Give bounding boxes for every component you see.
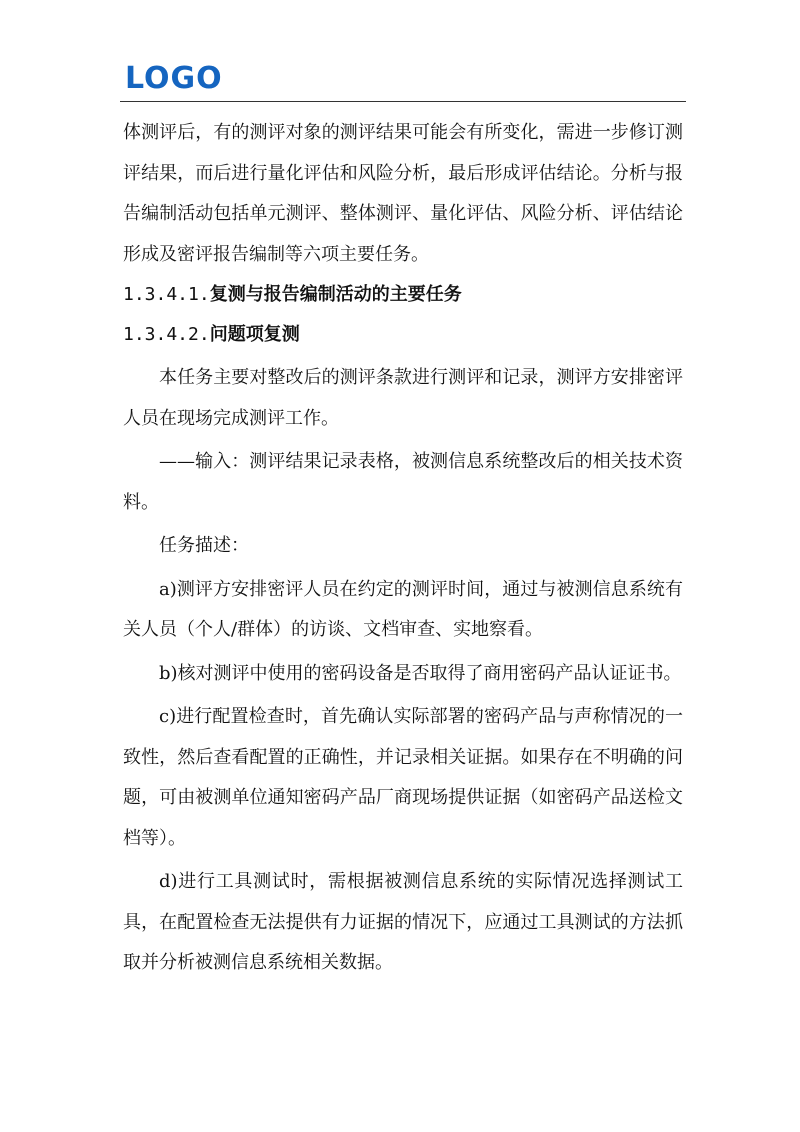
task-description-label: 任务描述： bbox=[159, 535, 249, 556]
intro-paragraph: 体测评后，有的测评对象的测评结果可能会有所变化，需进一步修订测评结果，而后进行量化评估和风险分析，最后形成评估结论。分析与报告编制活动包括单元测评、整体测评、量化评估、风险分析、评估结论形成及密评报告编制等六项主要任务。 bbox=[123, 122, 683, 265]
section-heading-1-3-4-1 bbox=[123, 275, 683, 315]
list-item-d: d)进行工具测试时，需根据被测信息系统的实际情况选择测试工具，在配置检查无法提供有力证据的情况下，应通过工具测试的方法抓取并分析被测信息系统相关数据。 bbox=[123, 871, 683, 973]
list-item-c: c)进行配置检查时，首先确认实际部署的密码产品与声称情况的一致性，然后查看配置的正确性，并记录相关证据。如果存在不明确的问题，可由被测单位通知密码产品厂商现场提供证据（如密码产品送检文档等）。 bbox=[123, 706, 683, 849]
section-title: 复测与报告编制活动的主要任务 bbox=[209, 284, 462, 305]
logo: LOGO bbox=[125, 61, 223, 96]
task-paragraph: 本任务主要对整改后的测评条款进行测评和记录，测评方安排密评人员在现场完成测评工作。 bbox=[123, 367, 683, 429]
section-heading-1-3-4-2 bbox=[123, 315, 683, 355]
list-item-b: b)核对测评中使用的密码设备是否取得了商用密码产品认证证书。 bbox=[159, 662, 682, 684]
section-number: 1.3.4.1. bbox=[123, 284, 210, 305]
list-item-a: a)测评方安排密评人员在约定的测评时间，通过与被测信息系统有关人员（个人/群体）的访谈、文档审查、实地察看。 bbox=[123, 578, 683, 640]
document-body bbox=[123, 113, 683, 984]
header-divider bbox=[120, 101, 686, 102]
input-paragraph: ——输入：测评结果记录表格，被测信息系统整改后的相关技术资料。 bbox=[123, 451, 683, 513]
section-number: 1.3.4.2. bbox=[123, 324, 210, 345]
section-title: 问题项复测 bbox=[209, 324, 300, 345]
